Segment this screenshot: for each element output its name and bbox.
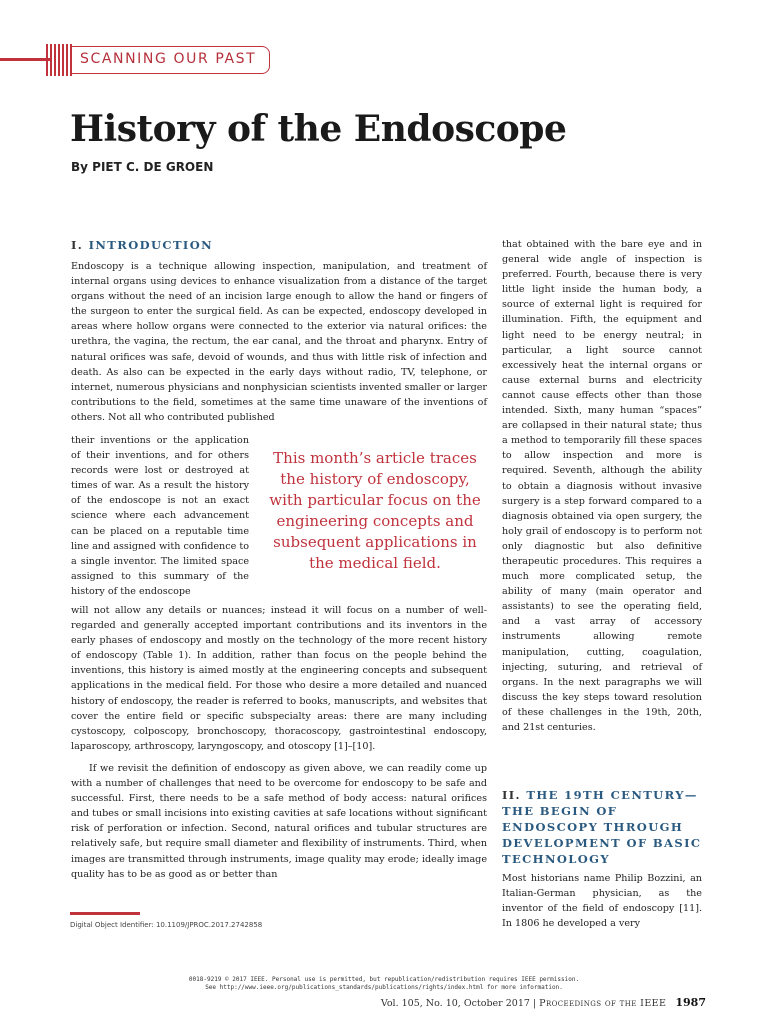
page-footer	[381, 996, 706, 1009]
section-heading-introduction	[71, 237, 213, 253]
intro-second-paragraph: If we revisit the definition of endoscopy as given above, we can readily come up with a number of challenges that need to be overcome for endoscopy to be safe and successful. First, there needs to be a safe method of body access: natural orifices and tubes or small incisions into existing cavities at safe locations without significant risk of perforation or infection. Second, natural orifices and tubular structures are relatively safe, but require small diameter and flexibility of instruments. Third, when images are transmitted through instruments, image quality may erode; ideally image quality has to be as good as or better than	[71, 763, 487, 880]
right-column-continuation: that obtained with the bare eye and in general wide angle of inspection is preferred. Fourth, because there is very little light inside the human body, a source of external light is required for illumination. Fifth, the equipment and light need to be energy neutral; in particular, a light source cannot excessively heat the internal organs or cause external burns and electricity cannot cause effects other than those intended. Sixth, many human “spaces” are collapsed in their natural state; thus a method to temporarily fill these spaces to allow inspection and more is required. Seventh, although the ability to obtain a diagnosis without invasive surgery is a step forward compared to a diagnosis obtained via open surgery, the holy grail of endoscopy is to perform not only diagnostic but also definitive therapeutic procedures. This requires a much more complicated setup, the ability of many (main operator and assistants) to see the operating field, and a vast array of accessory instruments allowing remote manipulation, cutting, coagulation, injecting, suturing, and retrieval of organs. In the next paragraphs we will discuss the key steps toward resolution of these challenges in the 19th, 20th, and 21st centuries.	[502, 239, 702, 733]
section-heading-text: THE 19TH CENTURY— THE BEGIN OF ENDOSCOPY THROUGH DEVELOPMENT OF BASIC TECHNOLOGY	[502, 788, 702, 866]
tag-decoration-line	[0, 58, 50, 61]
page-number: 1987	[675, 996, 706, 1009]
article-title: History of the Endoscope	[70, 108, 567, 150]
tag-decoration-bars	[46, 44, 74, 76]
section-tag-label: SCANNING OUR PAST	[80, 51, 257, 67]
doi-rule	[70, 912, 140, 915]
section2-paragraph: Most historians name Philip Bozzini, an Italian-German physician, as the inventor of the field of endoscopy [11]. In 1806 he developed a very	[502, 873, 702, 930]
journal-name: Proceedings of the IEEE	[539, 998, 667, 1009]
section-heading-19th-century	[502, 787, 707, 867]
issue-info: Vol. 105, No. 10, October 2017	[380, 998, 530, 1009]
section-heading-text: INTRODUCTION	[88, 238, 214, 252]
section-number: I.	[71, 238, 84, 252]
footer-separator: |	[532, 998, 537, 1009]
intro-continued-paragraph: will not allow any details or nuances; instead it will focus on a number of well-regarded and generally accepted important contributions and its inventors in the early phases of endoscopy and mostly on the technology of the more recent history of endoscopy (Table 1). In addition, rather than focus on the people behind the inventions, this history is aimed mostly at the engineering concepts and subsequent applications in the medical field. For those who desire a more detailed and nuanced history of endoscopy, the reader is referred to books, manuscripts, and websites that cover the entire field or specific subspecialty areas: there are many including cystoscopy, colposcopy, bronchoscopy, thoracoscopy, gastrointestinal endoscopy, laparoscopy, arthroscopy, laryngoscopy, and otoscopy [1]–[10].	[71, 605, 487, 752]
copyright-notice: 0018-9219 © 2017 IEEE. Personal use is permitted, but republication/redistribution requires IEEE permission. See http://www.ieee.org/publications_standards/publications/rights/index.html for more information.	[188, 976, 580, 991]
doi-identifier: Digital Object Identifier: 10.1109/JPROC.2017.2742858	[70, 921, 263, 929]
pull-quote: This month’s article traces the history of endoscopy, with particular focus on the engineering concepts and subsequent applications in the medical field.	[269, 449, 481, 572]
byline: By PIET C. DE GROEN	[71, 160, 214, 174]
section-tag	[0, 44, 272, 76]
intro-narrow-paragraph: their inventions or the application of their inventions, and for others records were lost or destroyed at times of war. As a result the history of the endoscope is not an exact science where each advancement can be placed on a reputable time line and assigned with confidence to a single inventor. The limited space assigned to this summary of the history of the endoscope	[71, 435, 249, 597]
section-number: II.	[502, 788, 521, 802]
intro-wide-paragraph: Endoscopy is a technique allowing inspection, manipulation, and treatment of internal organs using devices to enhance visualization from a distance of the target organs without the need of an incision large enough to allow the hand or fingers of the surgeon to enter the surgical field. As can be expected, endoscopy developed in areas where hollow organs were connected to the exterior via natural orifices: the urethra, the vagina, the rectum, the ear canal, and the throat and pharynx. Entry of natural orifices was safe, devoid of wounds, and thus with little risk of infection and death. As also can be expected in the early days without radio, TV, telephone, or internet, numerous physicians and nonphysician scientists invented smaller or larger contributions to the field, sometimes at the same time unaware of the inventions of others. Not all who contributed published	[71, 261, 487, 423]
